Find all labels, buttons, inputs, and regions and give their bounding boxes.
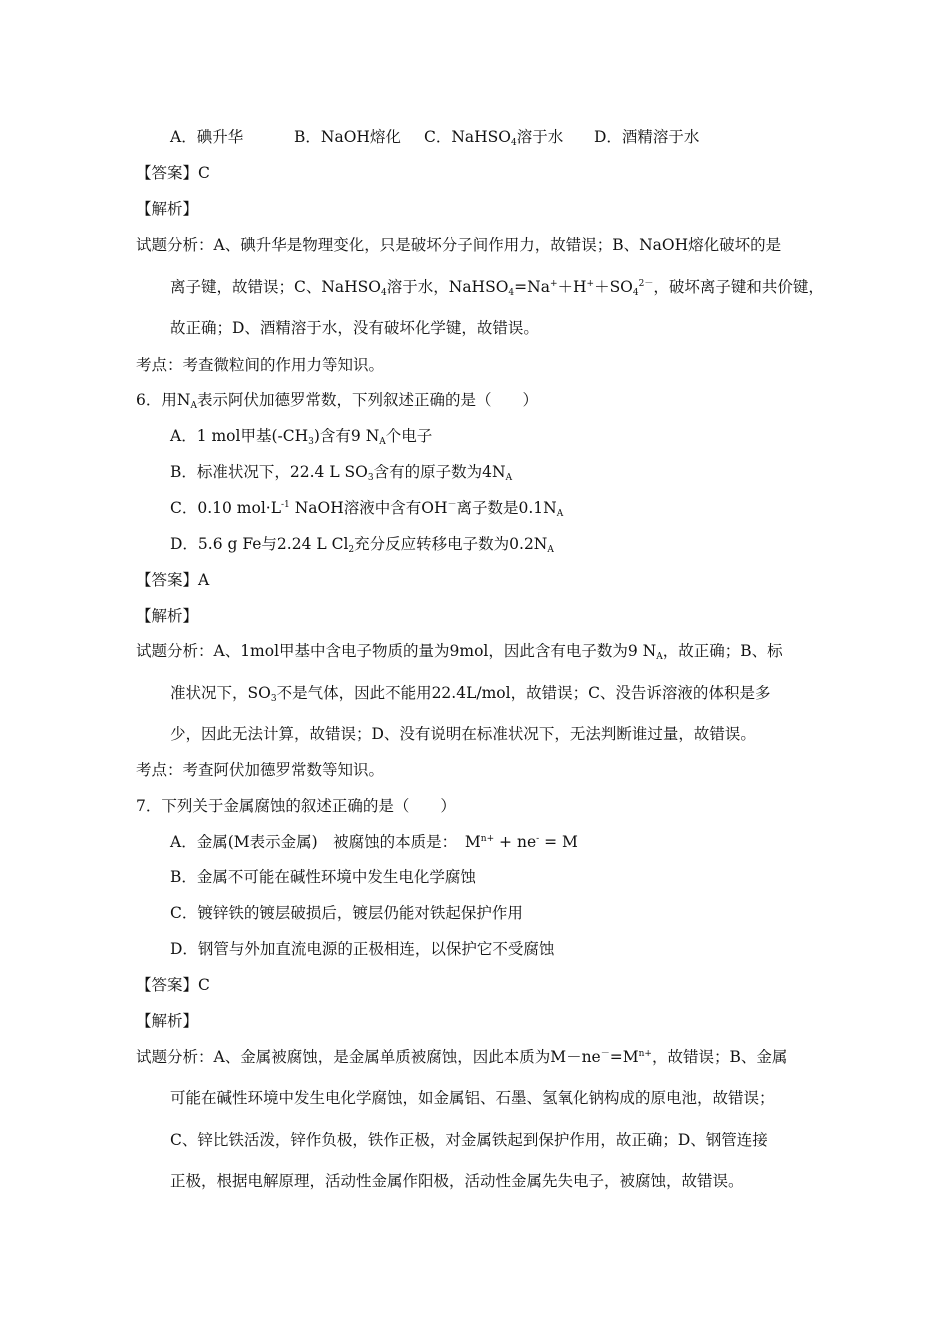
q6-analysis-line-3: 少，因此无法计算，故错误；D、没有说明在标准状况下，无法判断谁过量，故错误。 xyxy=(170,725,756,743)
q6-analysis-line-2: 准状况下，$SO_3$不是气体，因此不能用22.4L/mol，故错误；C、没告诉溶液的体积是多 xyxy=(170,684,771,704)
q7-option-c: C．镀锌铁的镀层破损后，镀层仍能对铁起保护作用 xyxy=(170,904,523,922)
q7-stem: 7．下列关于金属腐蚀的叙述正确的是（ ） xyxy=(136,797,456,815)
q5-analysis-line-1: 试题分析：A、碘升华是物理变化，只是破坏分子间作用力，故错误；B、NaOH熔化破坏的是 xyxy=(136,236,782,254)
q7-option-d: D．钢管与外加直流电源的正极相连，以保护它不受腐蚀 xyxy=(170,940,555,958)
q6-option-a: A．1 mol甲基$(-CH_3)$含有9 $N_A$个电子 xyxy=(170,427,433,447)
q5-analysis-line-3: 故正确；D、酒精溶于水，没有破坏化学键，故错误。 xyxy=(170,319,539,337)
q5-option-d: D．酒精溶于水 xyxy=(594,128,700,146)
q5-option-c: C．NaHSO$_4$溶于水 xyxy=(424,128,564,148)
q5-analysis-header: 【解析】 xyxy=(136,200,199,218)
q5-answer: 【答案】C xyxy=(136,164,210,182)
q5-option-b: B．NaOH熔化 xyxy=(294,128,401,146)
q6-option-b: B．标准状况下，22.4 L $SO_3$含有的原子数为$4N_A$ xyxy=(170,463,513,483)
q5-point: 考点：考查微粒间的作用力等知识。 xyxy=(136,356,385,374)
q6-analysis-line-1: 试题分析：A、1mol甲基中含电子物质的量为9mol，因此含有电子数为9 $N_A$，故正确；B、标 xyxy=(136,642,783,662)
q6-option-c: C．0.10 $mol\cdot L^{-1}$ NaOH溶液中含有OH－离子数是$0.1N_A$ xyxy=(170,499,564,519)
q7-analysis-line-1: 试题分析：A、金属被腐蚀，是金属单质被腐蚀，因此本质为$M-ne^-=M^{n+}$，故错误；B、金属 xyxy=(136,1048,788,1066)
q7-analysis-header: 【解析】 xyxy=(136,1012,199,1030)
q7-option-b: B．金属不可能在碱性环境中发生电化学腐蚀 xyxy=(170,868,476,886)
q5-option-a: A．碘升华 xyxy=(170,128,244,146)
q7-answer: 【答案】C xyxy=(136,976,210,994)
q6-answer: 【答案】A xyxy=(136,571,210,589)
q7-analysis-line-3: C、锌比铁活泼，锌作负极，铁作正极，对金属铁起到保护作用，故正确；D、钢管连接 xyxy=(170,1131,768,1149)
q6-option-d: D．5.6 g Fe与2.24 L $Cl_2$充分反应转移电子数为$0.2N_A$ xyxy=(170,535,554,555)
q6-stem: 6．用$N_A$表示阿伏加德罗常数，下列叙述正确的是（ ） xyxy=(136,391,538,411)
q7-option-a: A．金属(M表示金属) 被腐蚀的本质是： $M^{n+} + ne^- = M$ xyxy=(170,833,578,851)
q7-analysis-line-4: 正极，根据电解原理，活动性金属作阳极，活动性金属先失电子，被腐蚀，故错误。 xyxy=(170,1172,744,1190)
q5-analysis-line-2: 离子键，故错误；C、NaHSO$_4$溶于水，$NaHSO_4=Na^++H^++SO_4^{2-}$，破坏离子键和共价键， xyxy=(170,278,824,298)
q6-analysis-header: 【解析】 xyxy=(136,607,199,625)
q7-analysis-line-2: 可能在碱性环境中发生电化学腐蚀，如金属铝、石墨、氢氧化钠构成的原电池，故错误； xyxy=(170,1089,775,1107)
q6-point: 考点：考查阿伏加德罗常数等知识。 xyxy=(136,761,385,779)
